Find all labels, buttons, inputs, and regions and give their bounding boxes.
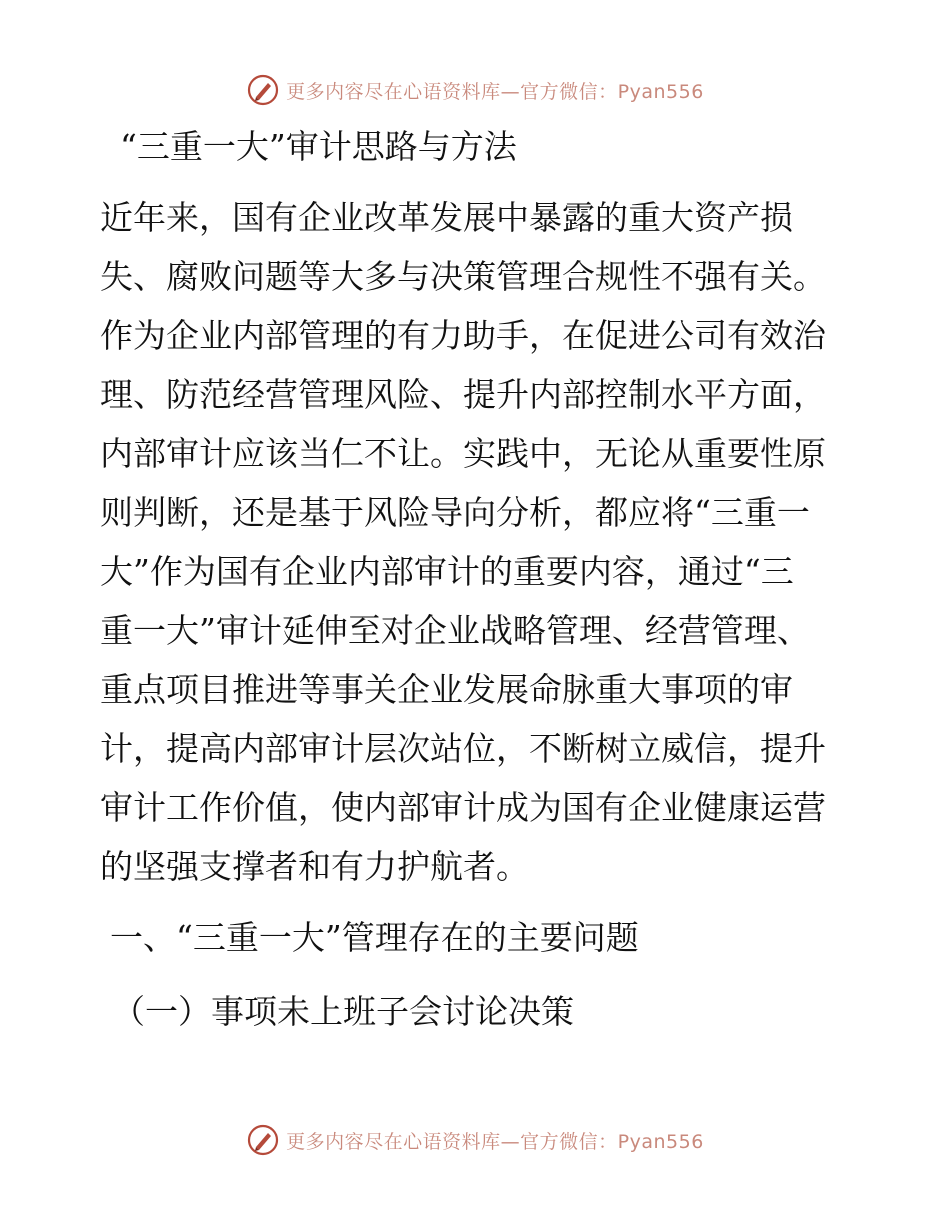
paragraph-line: 计，提高内部审计层次站位，不断树立威信，提升 xyxy=(100,729,826,768)
paragraph-line: 的坚强支撑者和有力护航者。 xyxy=(100,847,529,886)
paragraph-line: 理、防范经营管理风险、提升内部控制水平方面， xyxy=(100,375,826,414)
paragraph-line: 近年来，国有企业改革发展中暴露的重大资产损 xyxy=(100,198,793,237)
section-heading: 一、“三重一大”管理存在的主要问题 xyxy=(110,918,639,957)
paragraph-line: 重点项目推进等事关企业发展命脉重大事项的审 xyxy=(100,670,793,709)
paragraph-line: 则判断，还是基于风险导向分析，都应将“三重一 xyxy=(100,493,810,532)
document-title: “三重一大”审计思路与方法 xyxy=(120,127,517,166)
body-paragraph xyxy=(100,188,848,896)
paragraph-line: 大”作为国有企业内部审计的重要内容，通过“三 xyxy=(100,552,794,591)
paragraph-line: 重一大”审计延伸至对企业战略管理、经营管理、 xyxy=(100,611,810,650)
watermark-text: 更多内容尽在心语资料库—官方微信：Pyan556 xyxy=(286,80,704,103)
pen-logo-icon xyxy=(246,73,280,107)
paragraph-line: 作为企业内部管理的有力助手，在促进公司有效治 xyxy=(100,316,826,355)
paragraph-line: 内部审计应该当仁不让。实践中，无论从重要性原 xyxy=(100,434,826,473)
paragraph-line: 审计工作价值，使内部审计成为国有企业健康运营 xyxy=(100,788,826,827)
watermark-text: 更多内容尽在心语资料库—官方微信：Pyan556 xyxy=(286,1130,704,1153)
pen-logo-icon xyxy=(246,1123,280,1157)
paragraph-line: 失、腐败问题等大多与决策管理合规性不强有关。 xyxy=(100,257,826,296)
subsection-heading: （一）事项未上班子会讨论决策 xyxy=(112,992,574,1031)
watermark-header xyxy=(0,70,950,110)
watermark-footer xyxy=(0,1120,950,1160)
